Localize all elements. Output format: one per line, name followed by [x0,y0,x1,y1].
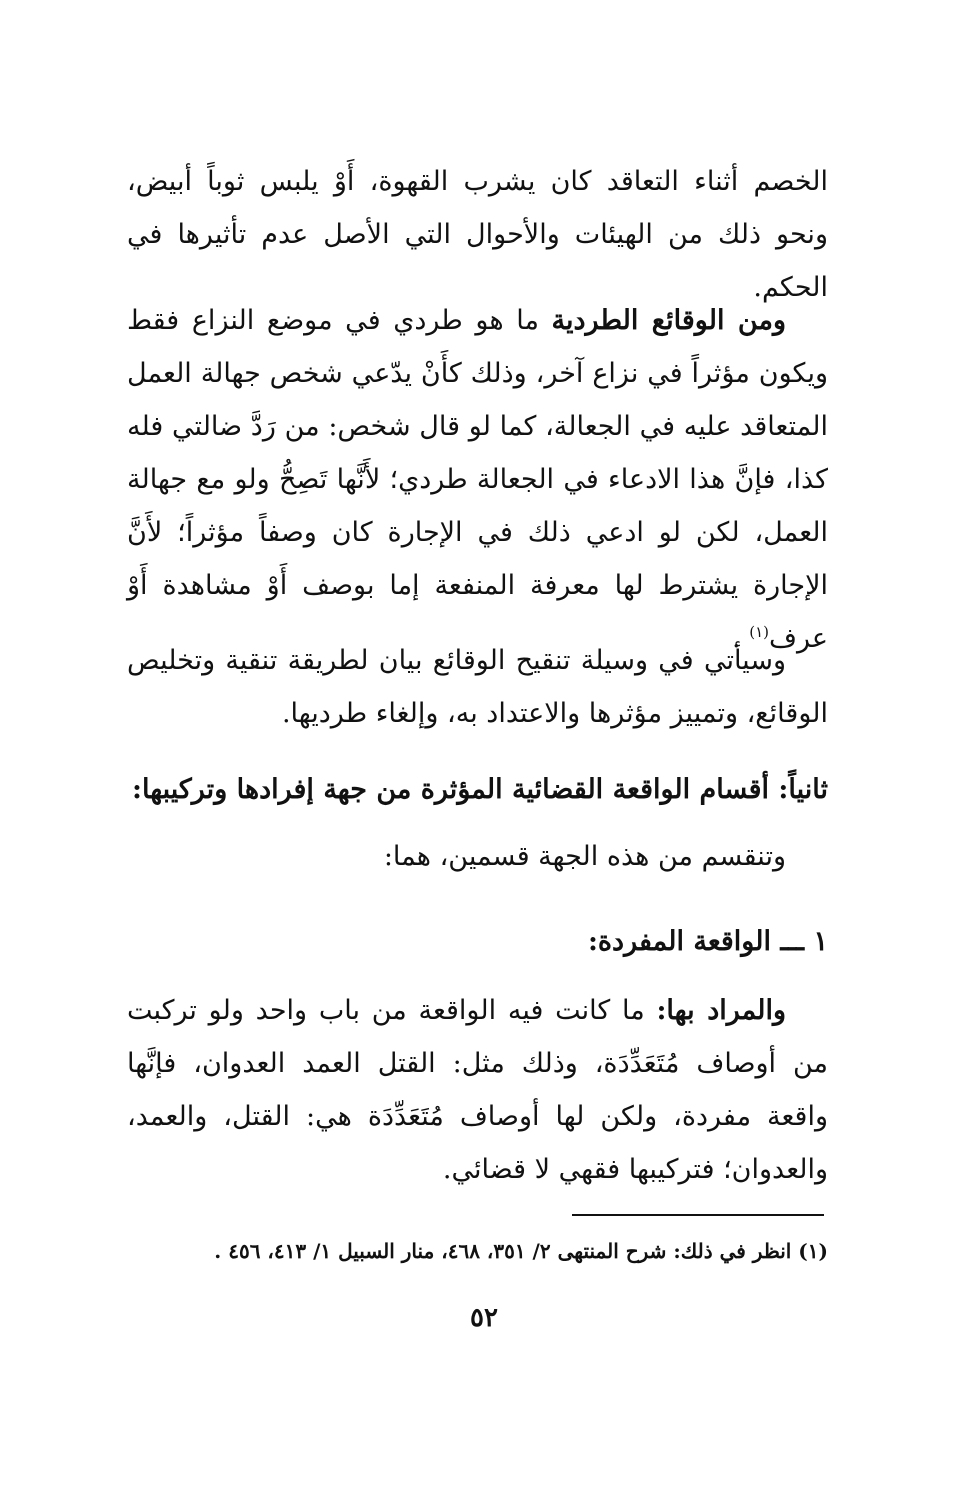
paragraph-5-lead: والمراد بها: [656,995,786,1026]
section-heading: ثانياً: أقسام الواقعة القضائية المؤثرة من جهة إفرادها وتركيبها: [132,774,828,805]
footnote-divider [572,1214,824,1216]
paragraph-2-lead: ومن الوقائع الطردية [551,305,786,336]
paragraph-5-body: ما كانت فيه الواقعة من باب واحد ولو تركبت من أوصاف مُتَعَدِّدَة، وذلك مثل: القتل العمد العدوان، فإنَّها واقعة مفردة، ولكن لها أوصاف مُتَعَدِّدَة هي: القتل، والعمد، والعدوان؛ فتركيبها فقهي لا قضائي. [127,995,828,1185]
paragraph-division [127,830,828,883]
subheading-block [127,915,828,968]
paragraph-2 [127,294,828,665]
section-heading-block [127,763,828,816]
footnote-text: (١) انظر في ذلك: شرح المنتهى ٢/ ٣٥١، ٤٦٨، منار السبيل ١/ ٤١٣، ٤٥٦ . [214,1239,828,1263]
page-number: ٥٢ [470,1303,498,1333]
paragraph-5 [127,984,828,1196]
footnote-reference: (١) [749,623,769,641]
paragraph-tardiya [127,294,828,665]
paragraph-1: الخصم أثناء التعاقد كان يشرب القهوة، أَوْ يلبس ثوباً أبيض، ونحو ذلك من الهيئات والأحوال التي الأصل عدم تأثيرها في الحكم. [127,166,828,303]
paragraph-tanqih [127,634,828,740]
subheading-single-incident: ١ ـــ الواقعة المفردة: [587,926,828,957]
paragraph-definition [127,984,828,1196]
paragraph-continuation [127,155,828,314]
paragraph-4: وتنقسم من هذه الجهة قسمين، هما: [383,841,786,872]
paragraph-3: وسيأتي في وسيلة تنقيح الوقائع بيان لطريقة تنقية وتخليص الوقائع، وتمييز مؤثرها والاعتداد به، وإلغاء طرديها. [127,645,828,729]
paragraph-2-end: . [732,623,750,654]
paragraph-2-body: ما هو طردي في موضع النزاع فقط ويكون مؤثراً في نزاع آخر، وذلك كأَنْ يدّعي شخص جهالة العمل المتعاقد عليه في الجعالة، كما لو قال شخص: من رَدَّ ضالتي فله كذا، فإنَّ هذا الادعاء في الجعالة طردي؛ لأَنَّها تَصِحُّ ولو مع جهالة العمل، لكن لو ادعي ذلك في الإجارة كان وصفاً مؤثراً؛ لأَنَّ الإجارة يشترط لها معرفة المنفعة إما بوصف أَوْ مشاهدة أَوْ عرف [127,305,828,654]
